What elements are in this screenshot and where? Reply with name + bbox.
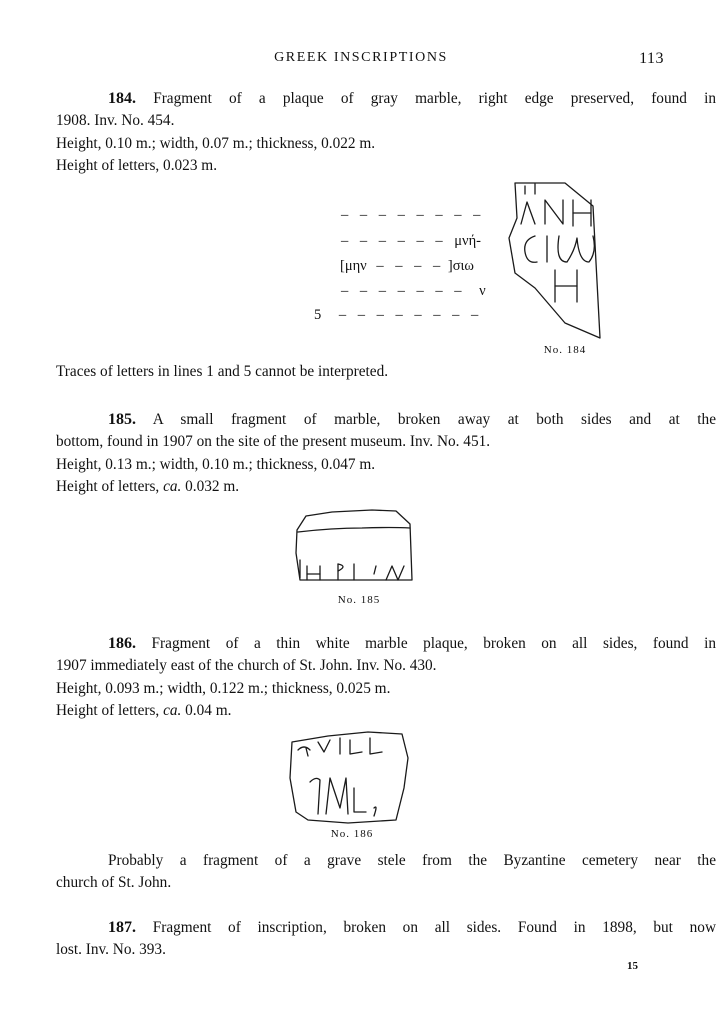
inscription-184-line4-text: ν xyxy=(479,283,486,299)
entry-184-desc-line2: 1908. Inv. No. 454. xyxy=(56,112,175,129)
figure-185-caption: No. 185 xyxy=(337,594,381,606)
entry-185-dimensions: Height, 0.13 m.; width, 0.10 m.; thickness, 0.047 m. xyxy=(56,456,376,473)
page-number: 113 xyxy=(639,50,664,67)
signature-mark: 15 xyxy=(627,960,638,972)
inscription-184-line1: – – – – – – – – xyxy=(341,207,485,223)
figure-186-caption: No. 186 xyxy=(330,828,374,840)
fragment-185-drawing xyxy=(292,508,422,583)
entry-185-desc-line1: A small fragment of marble, broken away at both sides and at the xyxy=(152,411,716,428)
entry-186-dimensions: Height, 0.093 m.; width, 0.122 m.; thickness, 0.025 m. xyxy=(56,680,391,697)
inscription-184-line2-text: μνή- xyxy=(454,233,481,249)
entry-184-desc-line1: Fragment of a plaque of gray marble, right edge preserved, found in xyxy=(153,90,716,107)
entry-186-letter-height-label: Height of letters, xyxy=(56,702,160,719)
fragment-184-drawing xyxy=(505,178,620,343)
entry-187-desc-line2: lost. Inv. No. 393. xyxy=(56,941,166,958)
entry-186-note-line2: church of St. John. xyxy=(56,874,172,891)
entry-184-description xyxy=(56,88,716,110)
entry-186-letter-height-value: 0.04 m. xyxy=(185,702,232,719)
entry-187-desc-line1: Fragment of inscription, broken on all sides. Found in 1898, but now xyxy=(152,919,716,936)
running-title: GREEK INSCRIPTIONS xyxy=(274,50,448,65)
entry-187-description xyxy=(56,917,716,939)
entry-186-desc-line2: 1907 immediately east of the church of St. John. Inv. No. 430. xyxy=(56,657,437,674)
inscription-184-line3-pre: [μην xyxy=(340,258,367,274)
entry-186-ca: ca. xyxy=(163,702,182,719)
inscription-184-line3-dashes: – – – – xyxy=(376,258,445,274)
entry-185-letter-height-label: Height of letters, xyxy=(56,478,160,495)
entry-184-number: 184. xyxy=(108,90,136,107)
fragment-186-drawing xyxy=(288,728,413,826)
entry-185-letter-height xyxy=(56,476,239,498)
entry-184-dimensions: Height, 0.10 m.; width, 0.07 m.; thickness, 0.022 m. xyxy=(56,135,376,152)
entry-185-letter-height-value: 0.032 m. xyxy=(185,478,240,495)
entry-184-note: Traces of letters in lines 1 and 5 cannot be interpreted. xyxy=(56,363,389,380)
figure-184-caption: No. 184 xyxy=(543,344,587,356)
entry-186-note-line1: Probably a fragment of a grave stele from the Byzantine cemetery near the xyxy=(108,852,716,869)
entry-186-description xyxy=(56,633,716,655)
inscription-184-line-number: 5 xyxy=(314,307,322,323)
inscription-184-line2-dashes: – – – – – – xyxy=(341,233,447,249)
entry-185-number: 185. xyxy=(108,411,136,428)
inscription-184-line4-dashes: – – – – – – – xyxy=(341,283,466,299)
entry-184-letter-height: Height of letters, 0.023 m. xyxy=(56,157,218,174)
entry-185-description xyxy=(56,409,716,431)
inscription-184-line3 xyxy=(340,258,474,275)
entry-186-number: 186. xyxy=(108,635,136,652)
entry-186-letter-height xyxy=(56,700,231,722)
inscription-184-line4 xyxy=(341,283,486,300)
inscription-184-line5-dashes: – – – – – – – – xyxy=(338,307,483,323)
entry-186-desc-line1: Fragment of a thin white marble plaque, broken on all sides, found in xyxy=(151,635,717,652)
inscription-184-line5 xyxy=(314,307,482,324)
inscription-184-line2 xyxy=(341,233,481,250)
entry-185-desc-line2: bottom, found in 1907 on the site of the present museum. Inv. No. 451. xyxy=(56,433,491,450)
entry-187-number: 187. xyxy=(108,919,136,936)
inscription-184-line3-post: ]σιω xyxy=(447,258,474,274)
entry-185-ca: ca. xyxy=(163,478,182,495)
